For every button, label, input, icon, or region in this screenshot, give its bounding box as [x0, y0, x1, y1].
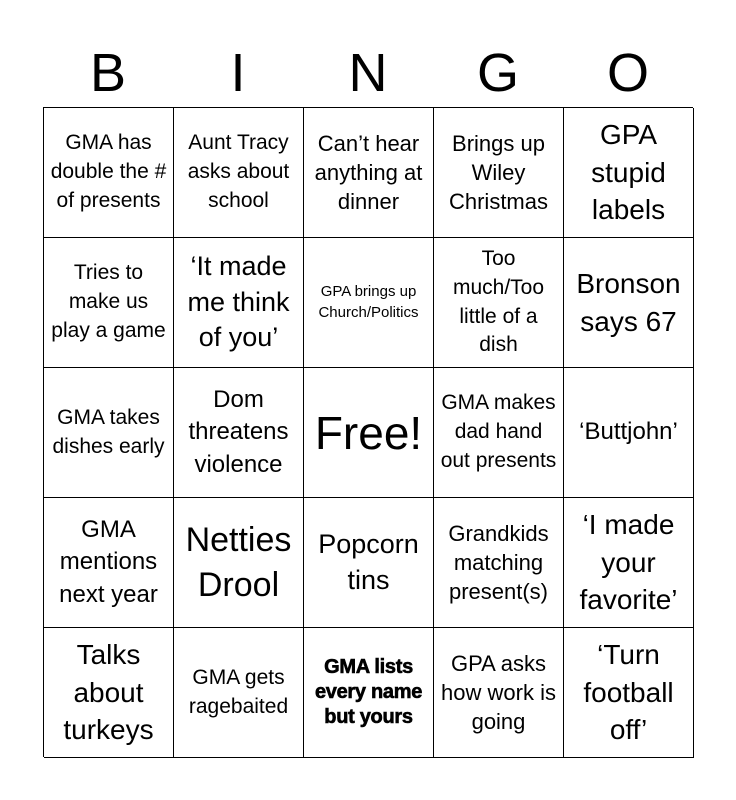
- cell-text: ‘Buttjohn’: [579, 418, 678, 446]
- header-letter-n: N: [348, 43, 388, 103]
- bingo-cell-r5-c2[interactable]: [174, 628, 304, 758]
- cell-text: GMA has double the # of presents: [50, 131, 167, 212]
- cell-text: GMA gets ragebaited: [188, 665, 289, 718]
- cell-text: GPA asks how work is going: [441, 650, 556, 735]
- bingo-cell-r2-c3[interactable]: [304, 238, 434, 368]
- bingo-cell-r1-c3[interactable]: [304, 108, 434, 238]
- cell-text: Popcorn tins: [318, 528, 419, 595]
- bingo-cell-r5-c5[interactable]: [564, 628, 694, 758]
- cell-text: Aunt Tracy asks about school: [187, 131, 290, 212]
- cell-text: ‘Turn football off’: [583, 639, 674, 746]
- cell-text: GPA stupid labels: [591, 119, 666, 226]
- cell-text: Can’t hear anything at dinner: [314, 130, 423, 215]
- cell-text: GMA lists every name but yours: [314, 656, 423, 728]
- cell-text: ‘I made your favorite’: [579, 509, 678, 616]
- bingo-cell-r1-c5[interactable]: [564, 108, 694, 238]
- header-letter-i: I: [230, 43, 246, 103]
- bingo-cell-r4-c5[interactable]: [564, 498, 694, 628]
- bingo-cell-r3-c3[interactable]: [304, 368, 434, 498]
- bingo-cell-r4-c1[interactable]: [44, 498, 174, 628]
- bingo-cell-r5-c3[interactable]: [304, 628, 434, 758]
- bingo-cell-r1-c4[interactable]: [434, 108, 564, 238]
- cell-text: Bronson says 67: [576, 267, 681, 337]
- bingo-cell-r4-c4[interactable]: [434, 498, 564, 628]
- bingo-board: [43, 107, 693, 757]
- bingo-cell-r3-c4[interactable]: [434, 368, 564, 498]
- free-space-label: Free!: [314, 406, 423, 459]
- bingo-cell-r1-c1[interactable]: [44, 108, 174, 238]
- header-letter-g: G: [476, 43, 519, 103]
- cell-text: Brings up Wiley Christmas: [448, 130, 548, 215]
- cell-text: Dom threatens violence: [188, 385, 289, 478]
- cell-text: Too much/Too little of a dish: [452, 246, 545, 357]
- cell-text: GMA takes dishes early: [52, 405, 165, 458]
- bingo-cell-r5-c4[interactable]: [434, 628, 564, 758]
- bingo-cell-r4-c2[interactable]: [174, 498, 304, 628]
- bingo-cell-r1-c2[interactable]: [174, 108, 304, 238]
- cell-text: GPA brings up Church/Politics: [318, 283, 419, 321]
- cell-text: Talks about turkeys: [63, 639, 154, 746]
- cell-text: GMA makes dad hand out presents: [440, 391, 557, 472]
- bingo-cell-r4-c3[interactable]: [304, 498, 434, 628]
- cell-text: Netties Drool: [185, 521, 292, 604]
- header-letter-o: O: [606, 43, 649, 103]
- cell-text: GMA mentions next year: [59, 515, 158, 608]
- header-letter-b: B: [89, 43, 127, 103]
- bingo-header: [43, 42, 693, 104]
- bingo-cell-r2-c1[interactable]: [44, 238, 174, 368]
- bingo-cell-r3-c1[interactable]: [44, 368, 174, 498]
- bingo-cell-r5-c1[interactable]: [44, 628, 174, 758]
- cell-text: Tries to make us play a game: [51, 261, 166, 342]
- bingo-cell-r2-c4[interactable]: [434, 238, 564, 368]
- bingo-cell-r3-c5[interactable]: [564, 368, 694, 498]
- bingo-cell-r2-c2[interactable]: [174, 238, 304, 368]
- bingo-cell-r3-c2[interactable]: [174, 368, 304, 498]
- cell-text: Grandkids matching present(s): [448, 520, 549, 605]
- bingo-cell-r2-c5[interactable]: [564, 238, 694, 368]
- cell-text: ‘It made me think of you’: [187, 251, 290, 353]
